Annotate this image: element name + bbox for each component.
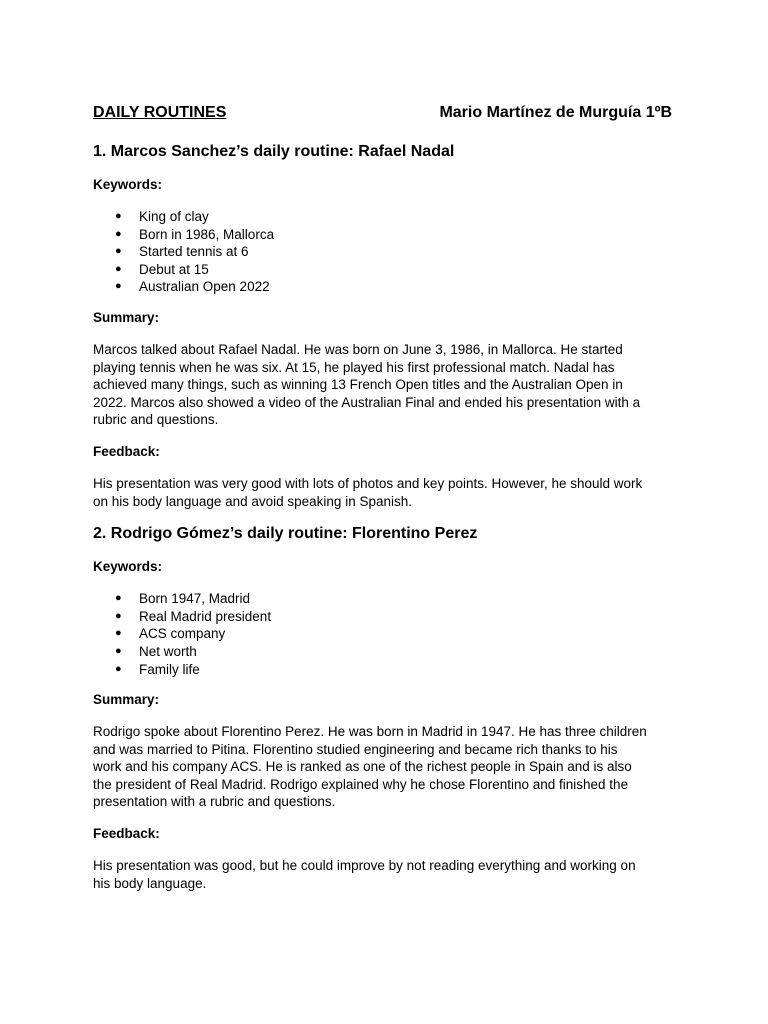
list-item: ● Debut at 15	[115, 261, 209, 277]
author-line: Mario Martínez de Murguía 1ºB	[439, 104, 672, 121]
document-title: DAILY ROUTINES	[93, 104, 227, 121]
section-heading: 1. Marcos Sanchez’s daily routine: Rafael Nadal	[93, 143, 455, 160]
keywords-list	[93, 208, 672, 296]
feedback-label: Feedback:	[93, 826, 160, 842]
list-item: ● Born in 1986, Mallorca	[115, 226, 275, 242]
title-row	[93, 103, 672, 123]
feedback-paragraph: His presentation was good, but he could improve by not reading everything and working on his body language.	[93, 858, 636, 891]
section-1	[93, 142, 672, 510]
summary-paragraph: Marcos talked about Rafael Nadal. He was born on June 3, 1986, in Mallorca. He started playing tennis when he was six. At 15, he played his first professional match. Nadal has achieved many things, such as winning 13 French Open titles and the Australian Open in 2022. Marcos also showed a video of the Australian Final and ended his presentation with a rubric and questions.	[93, 341, 641, 428]
bullet-icon: ●	[115, 262, 122, 275]
list-item: ● Born 1947, Madrid	[115, 591, 251, 607]
bullet-icon: ●	[115, 627, 122, 640]
list-item: ● Family life	[115, 661, 200, 677]
section-2	[93, 524, 672, 892]
bullet-icon: ●	[115, 662, 122, 675]
list-item: ● King of clay	[115, 209, 209, 224]
list-item: ● Started tennis at 6	[115, 244, 249, 260]
list-item: ● ACS company	[115, 626, 226, 642]
list-item: ● Net worth	[115, 643, 197, 659]
bullet-icon: ●	[115, 280, 122, 293]
feedback-label: Feedback:	[93, 443, 160, 459]
summary-paragraph: Rodrigo spoke about Florentino Perez. He was born in Madrid in 1947. He has three children and was married to Pitina. Florentino studied engineering and became rich thanks to his work and his company ACS. He is ranked as one of the richest people in Spain and is also the president of Real Madrid. Rodrigo explained why he chose Florentino and finished the presentation with a rubric and questions.	[93, 724, 647, 810]
section-heading: 2. Rodrigo Gómez’s daily routine: Florentino Perez	[93, 525, 478, 543]
keywords-label: Keywords:	[93, 177, 163, 192]
list-item: ● Australian Open 2022	[115, 279, 270, 295]
bullet-icon: ●	[115, 644, 122, 657]
summary-label: Summary:	[93, 692, 160, 708]
bullet-icon: ●	[115, 245, 122, 258]
feedback-paragraph: His presentation was very good with lots of photos and key points. However, he should work on his body language and avoid speaking in Spanish.	[93, 475, 643, 509]
summary-label: Summary:	[93, 309, 160, 325]
bullet-icon: ●	[115, 210, 122, 222]
bullet-icon: ●	[115, 609, 122, 622]
list-item: ● Real Madrid president	[115, 608, 272, 624]
bullet-icon: ●	[115, 227, 122, 240]
keywords-label: Keywords:	[93, 559, 163, 575]
bullet-icon: ●	[115, 592, 122, 605]
keywords-list	[93, 590, 672, 678]
